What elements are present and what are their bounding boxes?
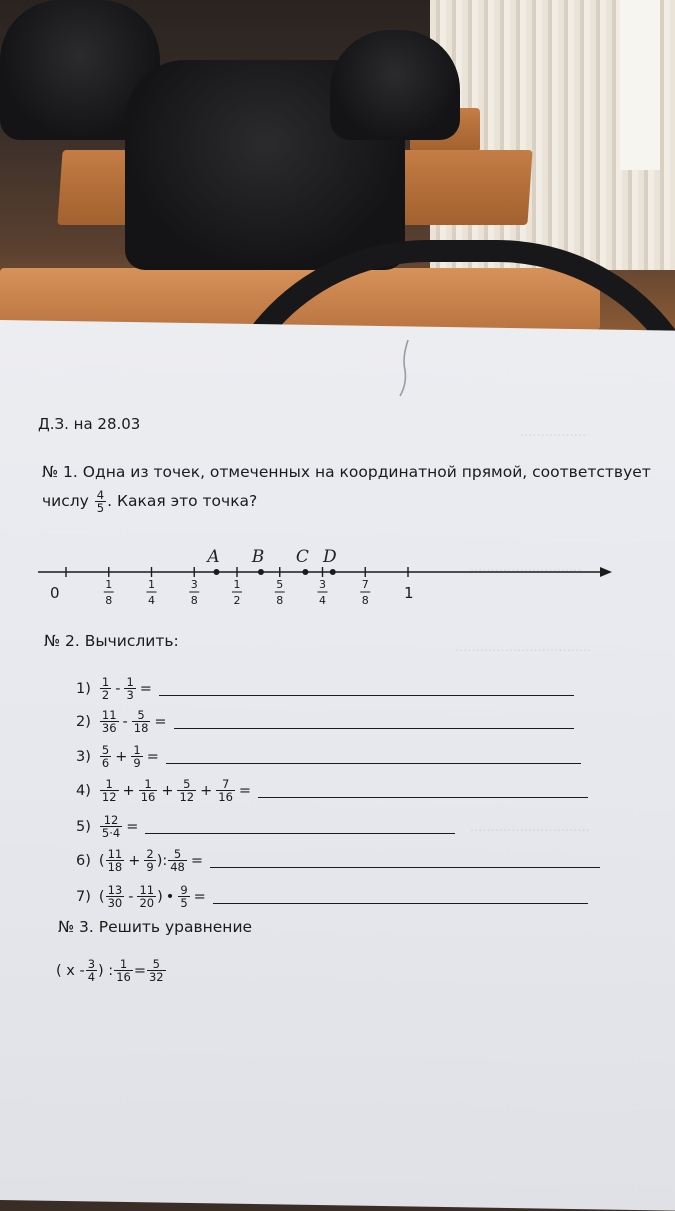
fraction: $\frac{1}{16}$	[140, 777, 156, 804]
fraction: $\frac{3}{4}$	[87, 957, 96, 984]
tick-label-0: 0	[50, 584, 60, 602]
list-item: 1) $\frac{1}{2}$ - $\frac{1}{3}$ =	[76, 676, 574, 701]
fraction: $\frac{2}{9}$	[146, 847, 154, 874]
point-label: D	[322, 547, 337, 567]
item-label: 2)	[76, 713, 91, 730]
show-through-text: .............................	[470, 820, 590, 835]
coordinate-line	[0, 530, 675, 620]
fraction: $\frac{1}{12}$	[101, 777, 117, 804]
task-1-text: Одна из точек, отмеченных на координатной прямой, соответствует	[82, 463, 651, 481]
fraction: $\frac{5}{12}$	[179, 777, 195, 804]
tick-label-den: 2	[233, 594, 241, 607]
equation: ( x - $\frac{3}{4}$ ) : $\frac{1}{16}$ = $\frac{5}{32}$	[56, 957, 164, 984]
axis-arrow-icon	[600, 567, 612, 577]
tick-label-den: 8	[276, 594, 284, 607]
tick-labels	[50, 578, 414, 607]
item-label: 5)	[76, 818, 91, 835]
show-through-text: ................	[520, 425, 587, 440]
tick-label-num: 3	[319, 578, 326, 591]
item-label: 3)	[76, 748, 91, 765]
tick-label-den: 8	[361, 594, 369, 607]
tick-label-num: 1	[148, 578, 155, 591]
list-item: 2) $\frac{11}{36}$ - $\frac{5}{18}$ =	[76, 709, 574, 734]
tick-label-num: 7	[361, 578, 369, 591]
answer-line[interactable]	[213, 889, 588, 904]
list-item: 6) ( $\frac{11}{18}$ + $\frac{2}{9}$ ): $\frac{5}{48}$ =	[76, 848, 600, 873]
fraction: $\frac{13}{30}$	[107, 883, 123, 910]
list-item: 4) $\frac{1}{12}$ + $\frac{1}{16}$ + $\frac{5}{12}$ + $\frac{7}{16}$ =	[76, 778, 588, 803]
fraction: $\frac{12}{5\cdot 4}$	[101, 813, 121, 840]
fraction: $\frac{5}{32}$	[148, 957, 164, 984]
fraction: $\frac{5}{6}$	[101, 743, 110, 770]
answer-line[interactable]	[258, 783, 588, 798]
task-1-number: № 1.	[42, 463, 78, 481]
tick-label-den: 4	[148, 594, 155, 607]
tick-label-den: 8	[105, 594, 113, 607]
point-label: C	[295, 547, 309, 567]
task-1-question: . Какая это точка?	[107, 492, 258, 510]
fraction: $\frac{1}{2}$	[101, 675, 110, 702]
tick-label-den: 4	[319, 594, 326, 607]
point-dot	[330, 569, 336, 575]
fraction: $\frac{5}{18}$	[133, 708, 149, 735]
show-through-text: .................................	[455, 640, 592, 655]
fraction: $\frac{11}{18}$	[107, 847, 123, 874]
fraction: $\frac{1}{3}$	[126, 675, 134, 702]
point-label: A	[207, 547, 220, 567]
fraction: $\frac{1}{16}$	[116, 957, 131, 984]
answer-line[interactable]	[210, 853, 600, 868]
task-3-heading: № 3. Решить уравнение	[58, 918, 253, 936]
task-2-heading: № 2. Вычислить:	[44, 632, 179, 650]
fraction: $\frac{11}{20}$	[139, 883, 155, 910]
fraction: $\frac{1}{9}$	[133, 743, 141, 770]
answer-line[interactable]	[166, 749, 581, 764]
point-dot	[302, 569, 308, 575]
tick-label-num: 1	[105, 578, 113, 591]
item-label: 7)	[76, 888, 91, 905]
fraction: $\frac{5}{48}$	[170, 847, 185, 874]
tick-label-1: 1	[404, 584, 414, 602]
tick-label-den: 8	[190, 594, 198, 607]
fraction: $\frac{9}{5}$	[180, 883, 188, 910]
homework-title: Д.З. на 28.03	[38, 415, 141, 433]
answer-line[interactable]	[145, 819, 455, 834]
task-1-text-number: числу	[42, 492, 89, 510]
item-label: 4)	[76, 782, 91, 799]
point-dot	[213, 569, 219, 575]
show-through-text: ...........................	[470, 560, 582, 575]
list-item: 3) $\frac{5}{6}$ + $\frac{1}{9}$ =	[76, 744, 581, 769]
tick-label-num: 5	[276, 578, 284, 591]
tick-label-num: 1	[233, 578, 241, 591]
fraction: $\frac{7}{16}$	[218, 777, 233, 804]
item-label: 6)	[76, 852, 91, 869]
task-1	[42, 458, 672, 516]
tick-label-num: 3	[190, 578, 198, 591]
answer-line[interactable]	[174, 714, 574, 729]
answer-line[interactable]	[159, 681, 574, 696]
point-label: B	[251, 547, 265, 567]
point-labels	[205, 547, 337, 567]
list-item: 5) $\frac{12}{5\cdot 4}$ =	[76, 814, 455, 839]
list-item: 7) ( $\frac{13}{30}$ - $\frac{11}{20}$ ) • $\frac{9}{5}$ =	[76, 884, 588, 909]
item-label: 1)	[76, 680, 91, 697]
fraction: $\frac{4}{5}$	[96, 488, 105, 515]
point-dot	[258, 569, 264, 575]
fraction: $\frac{11}{36}$	[101, 708, 117, 735]
